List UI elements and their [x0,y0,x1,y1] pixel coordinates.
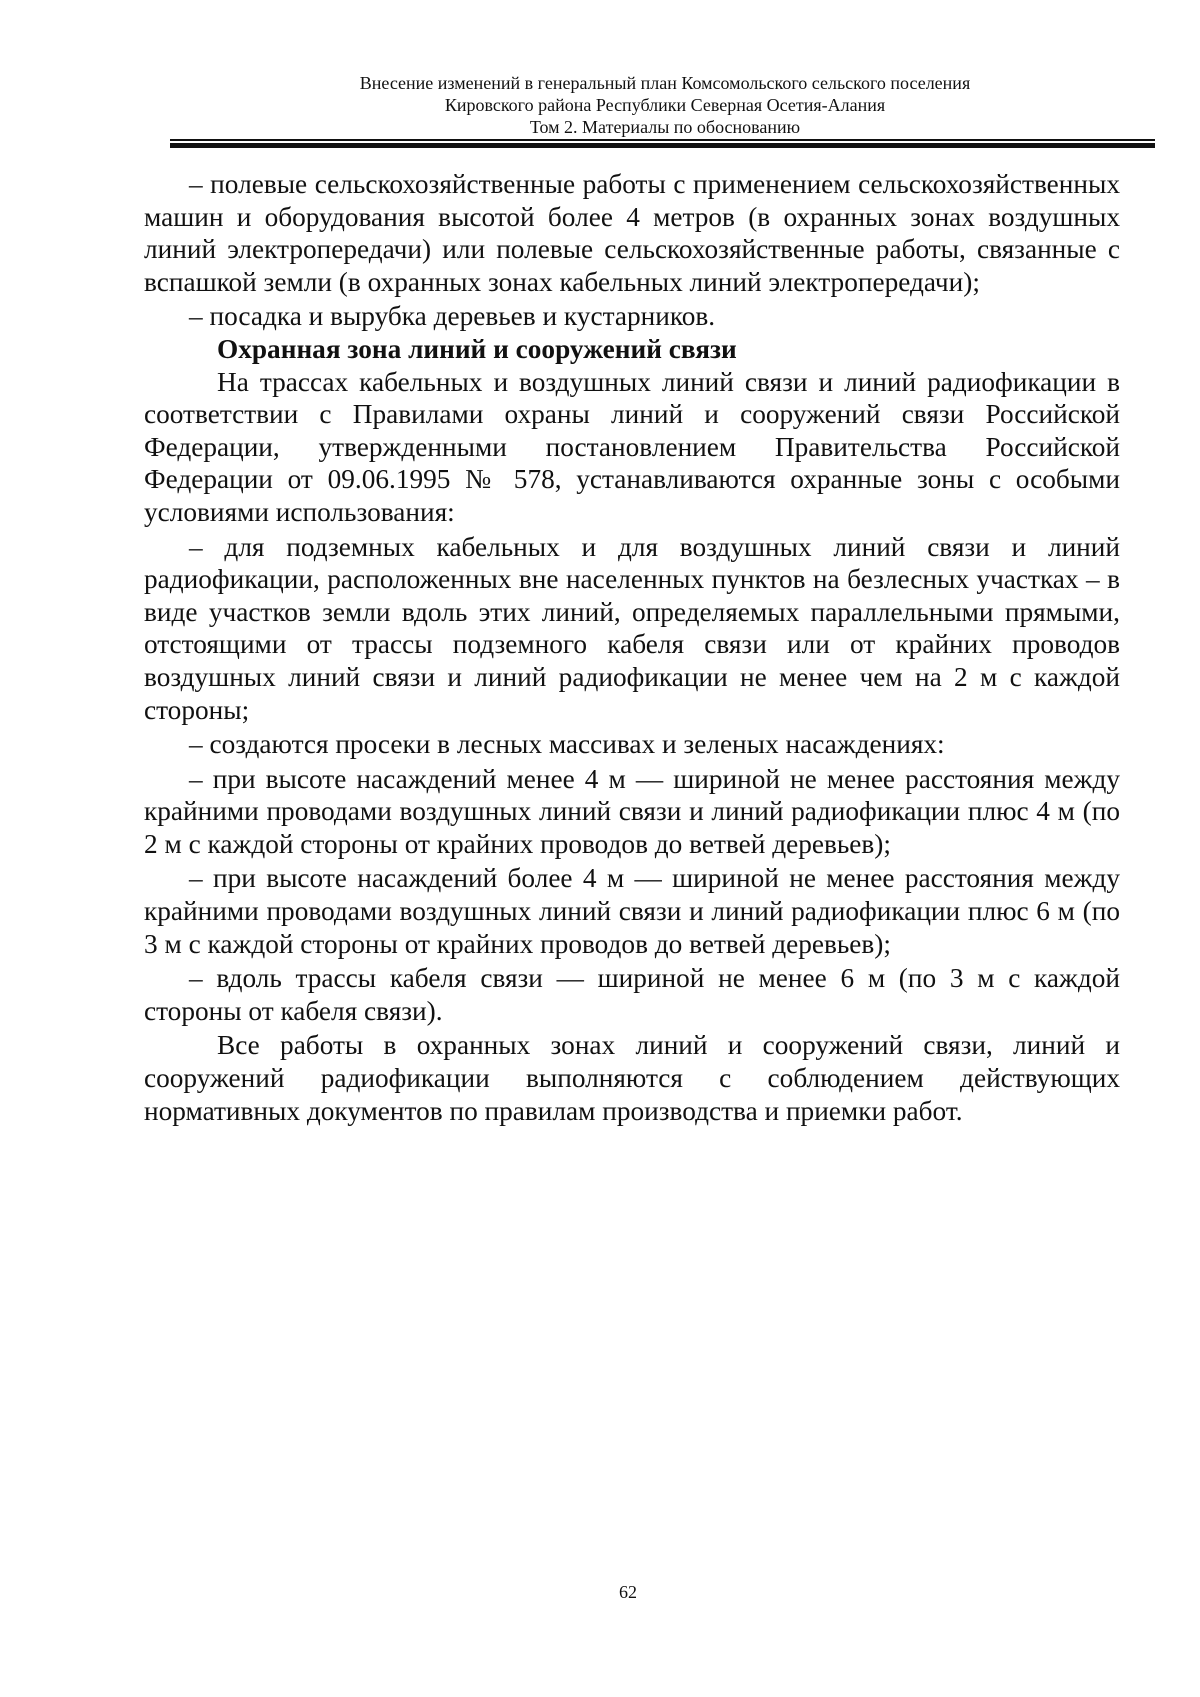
header-divider-thick [170,143,1155,148]
section-heading: Охранная зона линий и сооружений связи [217,333,737,364]
document-body [144,168,1120,1127]
header-title-line-2: Кировского района Республики Северная Осетия-Алания [444,95,886,115]
list-item-low-plantings: – при высоте насаждений менее 4 м — шириной не менее расстояния между крайними проводами воздушных линий связи и линий радиофикации плюс 4 м (по 2 м с каждой стороны от крайних проводов до ветвей деревьев); [144,763,1120,859]
list-item-clearings: – создаются просеки в лесных массивах и зеленых насаждениях: [189,729,945,760]
list-item-planting: – посадка и вырубка деревьев и кустарников. [189,301,716,332]
paragraph-works-compliance: Все работы в охранных зонах линий и сооружений связи, линий и сооружений радиофикации выполняются с соблюдением действующих нормативных документов по правилам производства и приемки работ. [144,1030,1120,1126]
list-item-field-works: – полевые сельскохозяйственные работы с применением сельскохозяйственных машин и оборудования высотой более 4 метров (в охранных зонах воздушных линий электропередачи) или полевые сельскохозяйственные работы, связанные с вспашкой земли (в охранных зонах кабельных линий электропередачи); [144,169,1120,297]
list-item-high-plantings: – при высоте насаждений более 4 м — шириной не менее расстояния между крайними проводами воздушных линий связи и линий радиофикации плюс 6 м (по 3 м с каждой стороны от крайних проводов до ветвей деревьев); [144,863,1120,959]
paragraph-regulations: На трассах кабельных и воздушных линий связи и линий радиофикации в соответствии с Правилами охраны линий и сооружений связи Российской Федерации, утвержденными постановлением Правительства Российской Федерации от 09.06.1995 № 578, устанавливаются охранные зоны с особыми условиями использования: [144,366,1120,527]
header-volume-line: Том 2. Материалы по обоснованию [529,117,801,137]
header-title-line-1: Внесение изменений в генеральный план Комсомольского сельского поселения [359,73,971,93]
header-divider-thin [170,139,1155,141]
list-item-underground-lines: – для подземных кабельных и для воздушных линий связи и линий радиофикации, расположенных вне населенных пунктов на безлесных участках – в виде участков земли вдоль этих линий, определяемых параллельными прямыми, отстоящими от трассы подземного кабеля связи или от крайних проводов воздушных линий связи и линий радиофикации не менее чем на 2 м с каждой стороны; [144,531,1120,725]
page-number: 62 [619,1582,637,1602]
page-header [170,72,1160,138]
list-item-cable-route: – вдоль трассы кабеля связи — шириной не менее 6 м (по 3 м с каждой стороны от кабеля связи). [144,963,1120,1026]
